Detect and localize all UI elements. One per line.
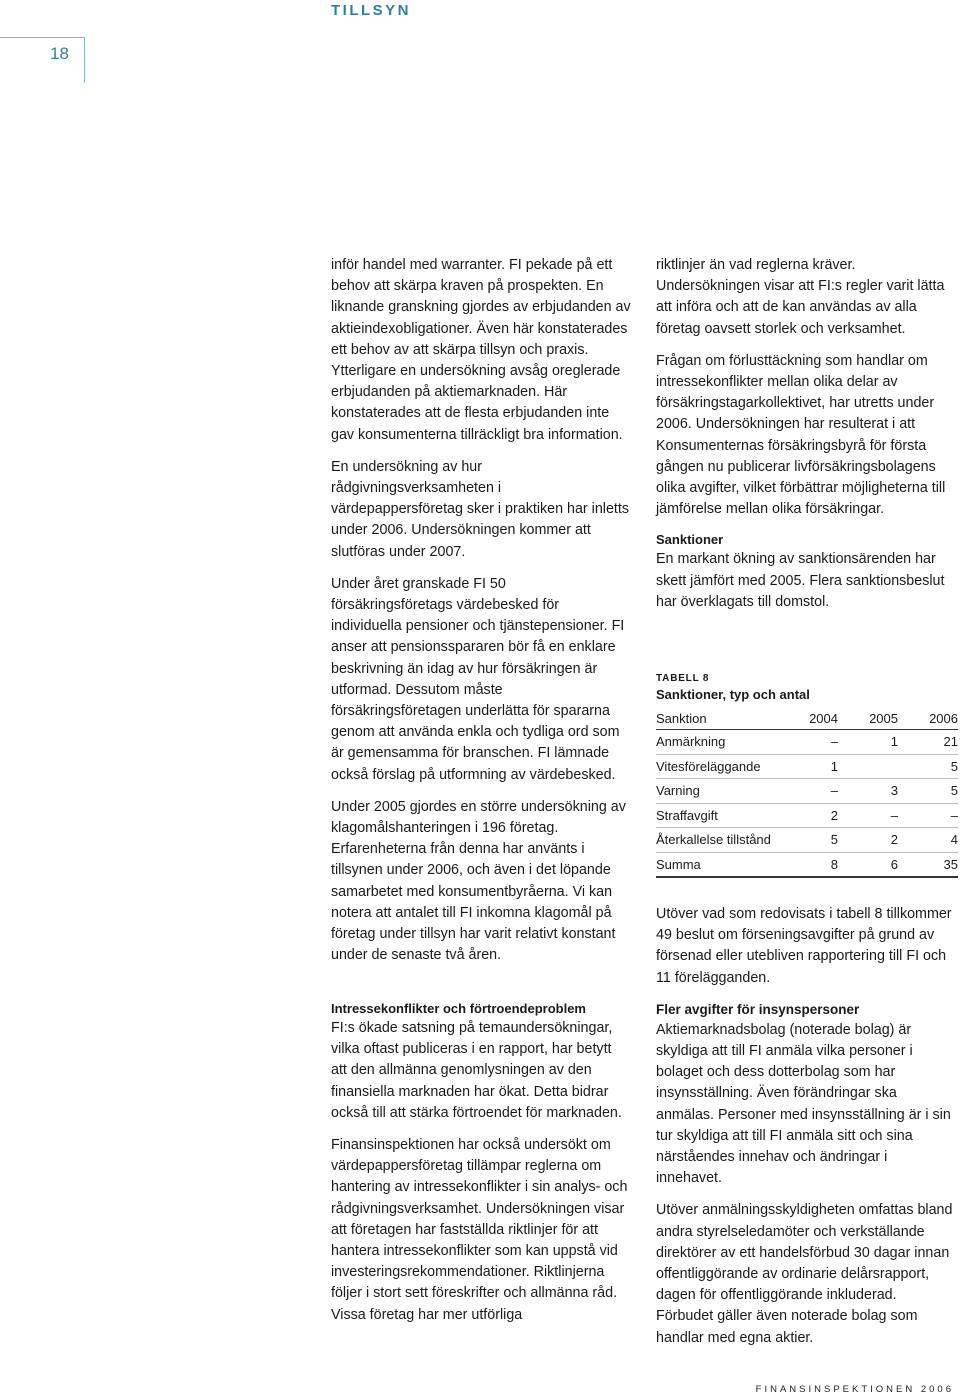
paragraph: Frågan om förlusttäckning som handlar om intressekonflikter mellan olika delar av försäkringstagarkollektivet, har utretts under 2006. Undersökningen har resulterat i att Konsumenternas försäkringsbyrå för första gången nu publicerar livförsäkringsbolagens olika avgifter, vilket förbättrar möjligheterna till jämförelse mellan olika försäkringar.: [656, 352, 946, 518]
table-header-cell: 2005: [838, 707, 898, 730]
table-header-row: [656, 707, 958, 730]
table-header-cell: 2006: [898, 707, 958, 730]
paragraph: Aktiemarknadsbolag (noterade bolag) är skyldiga att till FI anmäla vilka personer i bolaget och dess dotterbolag som har insynsställning. Även förändringar ska anmälas. Personer med insynsställning är i sin tur skyldiga att till FI anmäla sitt och sina närståendes innehav och ändringar i innehavet.: [656, 1021, 951, 1187]
table-cell: 2: [838, 828, 898, 853]
table-cell: 5: [898, 779, 958, 804]
sanctions-table: [656, 707, 958, 878]
table-cell: –: [778, 730, 838, 755]
paragraph: inför handel med warranter. FI pekade på ett behov att skärpa kraven på prospekten. En liknande granskning gjordes av erbjudanden av aktieindexobligationer. Även här konstaterades ett behov av att skärpa tillsyn och praxis. Ytterligare en undersökning avsåg oreglerade erbjudanden på aktiemarknaden. Här konstaterades att de flesta erbjudanden inte gav konsumenterna tillräckligt bra information.: [331, 257, 631, 443]
table-row: [656, 730, 958, 755]
page-number-vertical-rule: [84, 37, 85, 83]
section-label: TILLSYN: [331, 2, 411, 19]
table-cell: Summa: [656, 852, 778, 877]
table-label: TABELL 8: [656, 673, 710, 684]
table-cell: 6: [838, 852, 898, 877]
paragraph: En markant ökning av sanktionsärenden har skett jämfört med 2005. Flera sanktionsbeslut har överklagats till domstol.: [656, 551, 945, 610]
table-cell: Vitesföreläggande: [656, 754, 778, 779]
table-header-cell: Sanktion: [656, 707, 778, 730]
right-column-top: [656, 255, 956, 624]
section-heading: Fler avgifter för insynspersoner: [656, 1001, 860, 1017]
table-row: [656, 828, 958, 853]
table-cell: Straffavgift: [656, 803, 778, 828]
table-cell: Varning: [656, 779, 778, 804]
left-column-top: [331, 255, 631, 978]
table-cell: 2: [778, 803, 838, 828]
section-heading: Intressekonflikter och förtroendeproblem: [331, 1001, 586, 1016]
paragraph: Finansinspektionen har också undersökt om värdepappersföretag tillämpar reglerna om hantering av intressekonflikter i sin analys- och rådgivningsverksamhet. Undersökningen visar att företagen har fastställda riktlinjer för att hantera intressekonflikter som kan uppstå vid investeringsrekommendationer. Riktlinjerna följer i stort sett föreskrifter och allmänna råd. Vissa företag har mer utförliga: [331, 1137, 628, 1323]
table-title: Sanktioner, typ och antal: [656, 687, 810, 702]
table-cell: 4: [898, 828, 958, 853]
table-cell: 21: [898, 730, 958, 755]
sanctions-table-block: [656, 672, 958, 878]
table-row: [656, 803, 958, 828]
table-cell: 8: [778, 852, 838, 877]
table-cell: [838, 754, 898, 779]
paragraph: Under 2005 gjordes en större undersökning av klagomålshanteringen i 196 företag. Erfarenheterna från denna har använts i tillsynen under 2006, och även i det löpande samarbetet med konsumentbyråerna. Vi kan notera att antalet till FI inkomna klagomål på företag under tillsyn har varit relativt konstant under de senaste två åren.: [331, 798, 626, 964]
table-sum-row: [656, 852, 958, 877]
table-cell: Återkallelse tillstånd: [656, 828, 778, 853]
paragraph: En undersökning av hur rådgivningsverksamheten i värdepappersföretag sker i praktiken har inletts under 2006. Undersökningen kommer att slutföras under 2007.: [331, 458, 630, 560]
paragraph: Under året granskade FI 50 försäkringsföretags värdebesked för individuella pensioner och tjänstepensioner. FI anser att pensionsspararen bör få en enklare beskrivning än idag av hur försäkringen är utformad. Dessutom måste försäkringsföretagen underlätta för spararna genom att använda enkla och tydliga ord som är gemensamma för branschen. FI lämnade också förslag på utformning av värdebesked.: [331, 575, 625, 783]
footer-publisher: FINANSINSPEKTIONEN 2006: [755, 1384, 954, 1395]
table-row: [656, 779, 958, 804]
page-number: 18: [50, 44, 69, 63]
table-header-cell: 2004: [778, 707, 838, 730]
paragraph: Utöver anmälningsskyldigheten omfattas bland andra styrelseledamöter och verkställande direktörer av ett handelsförbud 30 dagar innan offentliggörande av ordinarie delårsrapport, dagen för offentliggörande inkluderad. Förbudet gäller även noterade bolag som handlar med egna aktier.: [656, 1202, 953, 1346]
table-cell: Anmärkning: [656, 730, 778, 755]
table-cell: 35: [898, 852, 958, 877]
left-column-bottom: [331, 1000, 631, 1337]
table-cell: –: [898, 803, 958, 828]
table-cell: –: [838, 803, 898, 828]
right-column-bottom: [656, 904, 956, 1360]
table-cell: 1: [838, 730, 898, 755]
table-cell: 5: [898, 754, 958, 779]
table-cell: 3: [838, 779, 898, 804]
table-cell: –: [778, 779, 838, 804]
section-heading: Sanktioner: [656, 532, 724, 548]
table-cell: 5: [778, 828, 838, 853]
table-cell: 1: [778, 754, 838, 779]
table-row: [656, 754, 958, 779]
paragraph: riktlinjer än vad reglerna kräver. Undersökningen visar att FI:s regler varit lätta att införa och att de kan användas av alla företag oavsett storlek och verksamhet.: [656, 257, 945, 337]
page-number-rule: [0, 37, 84, 38]
paragraph: FI:s ökade satsning på temaundersökningar, vilka oftast publiceras i en rapport, har betytt att den allmänna genomlysningen av den finansiella marknaden har ökat. Detta bidrar också till att stärka förtroendet för marknaden.: [331, 1020, 622, 1121]
paragraph: Utöver vad som redovisats i tabell 8 tillkommer 49 beslut om förseningsavgifter på grund av försenad eller utebliven rapportering till FI och 11 förelägganden.: [656, 906, 952, 986]
